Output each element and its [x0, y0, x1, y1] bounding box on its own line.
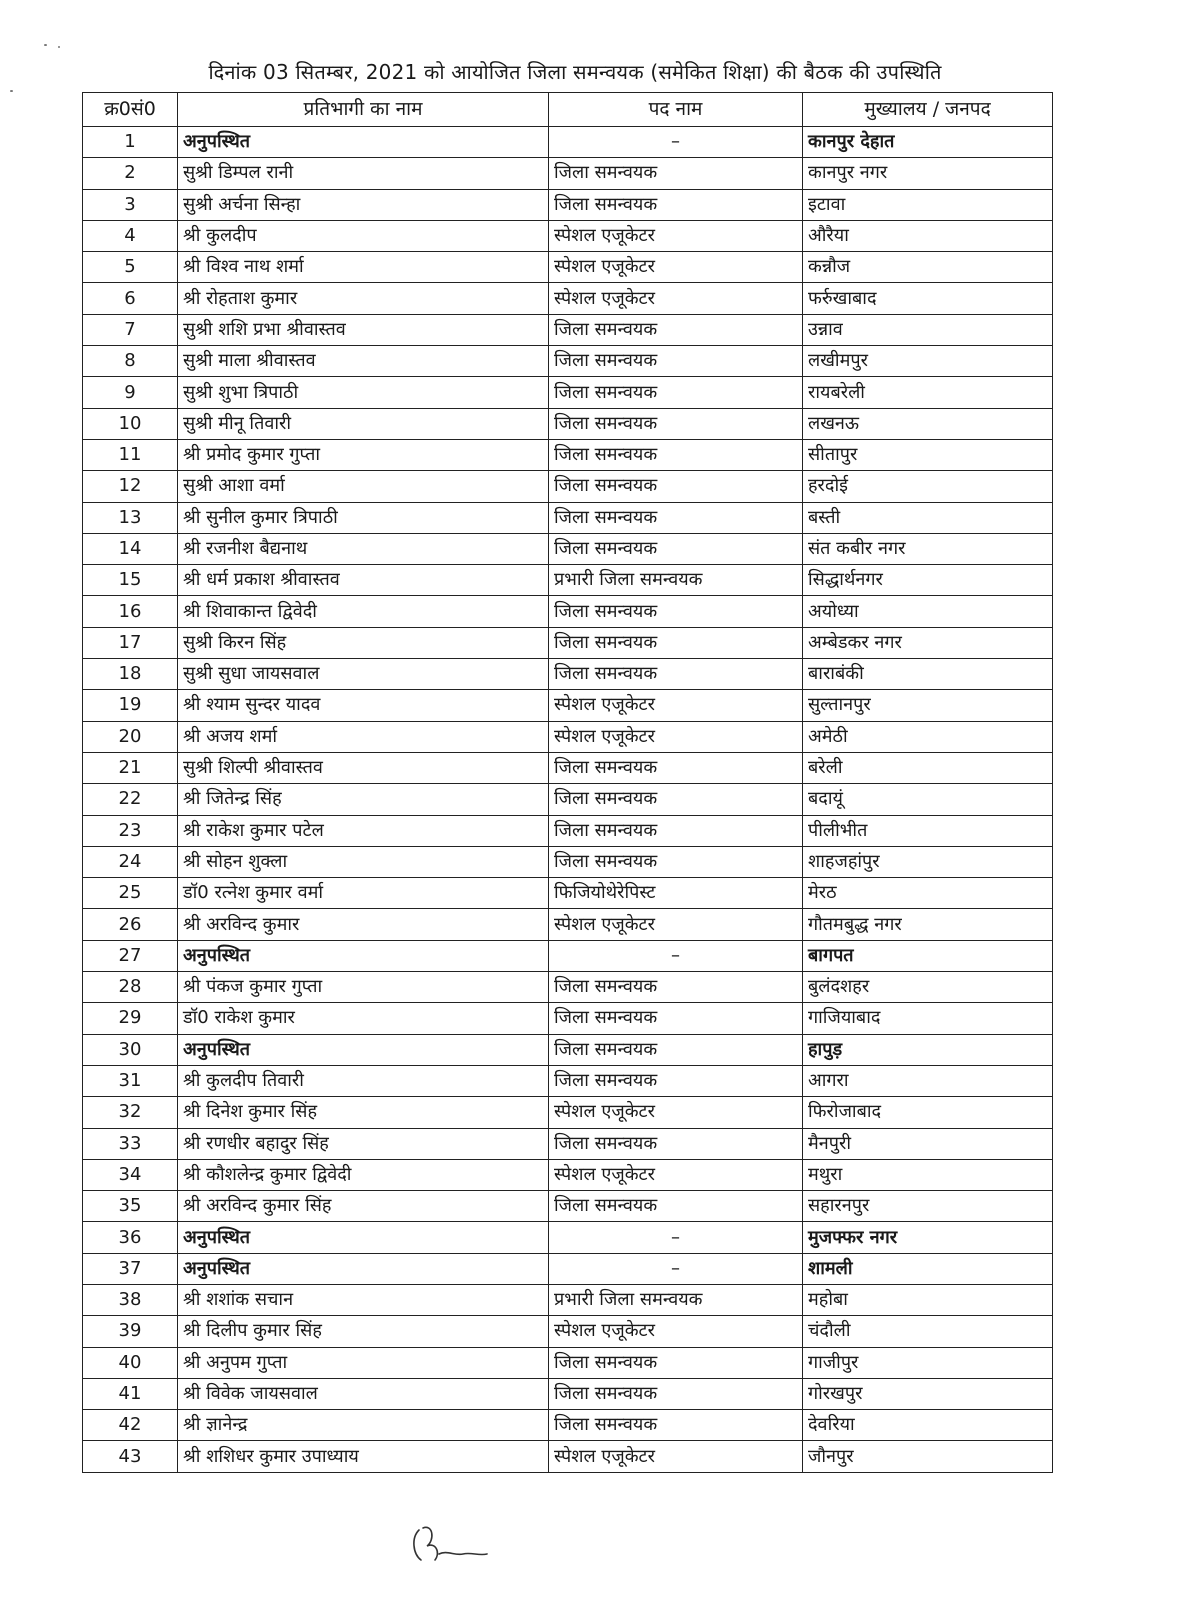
- cell-participant-name: सुश्री सुधा जायसवाल: [178, 659, 549, 690]
- table-row: [83, 784, 1053, 815]
- cell-district: इटावा: [803, 189, 1053, 220]
- cell-participant-name: डॉ0 रत्नेश कुमार वर्मा: [178, 878, 549, 909]
- cell-participant-name: श्री रणधीर बहादुर सिंह: [178, 1128, 549, 1159]
- cell-serial-number: 34: [83, 1159, 178, 1190]
- cell-district: बरेली: [803, 752, 1053, 783]
- cell-serial-number: 22: [83, 784, 178, 815]
- cell-district: बाराबंकी: [803, 659, 1053, 690]
- cell-serial-number: 9: [83, 377, 178, 408]
- cell-post-name: –: [549, 1222, 803, 1253]
- cell-serial-number: 26: [83, 909, 178, 940]
- cell-post-name: जिला समन्वयक: [549, 752, 803, 783]
- table-body: [83, 127, 1053, 1473]
- cell-post-name: जिला समन्वयक: [549, 1347, 803, 1378]
- cell-serial-number: 38: [83, 1284, 178, 1315]
- cell-serial-number: 11: [83, 439, 178, 470]
- table-row: [83, 596, 1053, 627]
- table-row: [83, 878, 1053, 909]
- cell-participant-name: सुश्री मीनू तिवारी: [178, 408, 549, 439]
- cell-district: फर्रुखाबाद: [803, 283, 1053, 314]
- cell-district: सीतापुर: [803, 439, 1053, 470]
- cell-serial-number: 23: [83, 815, 178, 846]
- cell-post-name: –: [549, 127, 803, 158]
- cell-post-name: जिला समन्वयक: [549, 346, 803, 377]
- table-row: [83, 1284, 1053, 1315]
- table-row: [83, 189, 1053, 220]
- header-district: मुख्यालय / जनपद: [803, 93, 1053, 127]
- table-row: [83, 533, 1053, 564]
- header-serial-number: क्र0सं0: [83, 93, 178, 127]
- cell-serial-number: 19: [83, 690, 178, 721]
- table-row: [83, 439, 1053, 470]
- cell-district: बदायूं: [803, 784, 1053, 815]
- cell-district: जौनपुर: [803, 1441, 1053, 1472]
- table-row: [83, 1253, 1053, 1284]
- cell-district: हरदोई: [803, 471, 1053, 502]
- cell-serial-number: 6: [83, 283, 178, 314]
- table-row: [83, 1003, 1053, 1034]
- cell-district: मेरठ: [803, 878, 1053, 909]
- table-row: [83, 752, 1053, 783]
- cell-post-name: स्पेशल एजूकेटर: [549, 721, 803, 752]
- table-row: [83, 377, 1053, 408]
- cell-district: कानपुर नगर: [803, 158, 1053, 189]
- table-row: [83, 1097, 1053, 1128]
- cell-district: देवरिया: [803, 1410, 1053, 1441]
- cell-district: हापुड़: [803, 1034, 1053, 1065]
- table-row: [83, 1441, 1053, 1472]
- table-row: [83, 940, 1053, 971]
- cell-serial-number: 36: [83, 1222, 178, 1253]
- cell-post-name: जिला समन्वयक: [549, 815, 803, 846]
- cell-district: गोरखपुर: [803, 1378, 1053, 1409]
- cell-post-name: जिला समन्वयक: [549, 377, 803, 408]
- cell-post-name: जिला समन्वयक: [549, 1410, 803, 1441]
- table-row: [83, 1410, 1053, 1441]
- table-row: [83, 1347, 1053, 1378]
- cell-post-name: जिला समन्वयक: [549, 471, 803, 502]
- cell-participant-name: श्री अनुपम गुप्ता: [178, 1347, 549, 1378]
- cell-participant-name: अनुपस्थित: [178, 1222, 549, 1253]
- cell-participant-name: सुश्री किरन सिंह: [178, 627, 549, 658]
- table-row: [83, 283, 1053, 314]
- cell-participant-name: अनुपस्थित: [178, 1253, 549, 1284]
- cell-district: फिरोजाबाद: [803, 1097, 1053, 1128]
- cell-district: बस्ती: [803, 502, 1053, 533]
- cell-participant-name: श्री राकेश कुमार पटेल: [178, 815, 549, 846]
- cell-serial-number: 25: [83, 878, 178, 909]
- cell-district: गाजीपुर: [803, 1347, 1053, 1378]
- cell-district: अयोध्या: [803, 596, 1053, 627]
- table-row: [83, 1191, 1053, 1222]
- cell-participant-name: सुश्री डिम्पल रानी: [178, 158, 549, 189]
- cell-serial-number: 20: [83, 721, 178, 752]
- cell-post-name: स्पेशल एजूकेटर: [549, 1316, 803, 1347]
- scan-speck: [58, 46, 60, 48]
- cell-district: मथुरा: [803, 1159, 1053, 1190]
- table-row: [83, 1378, 1053, 1409]
- cell-district: सिद्धार्थनगर: [803, 565, 1053, 596]
- cell-district: आगरा: [803, 1065, 1053, 1096]
- scan-speck: [44, 44, 47, 46]
- cell-district: शामली: [803, 1253, 1053, 1284]
- cell-post-name: –: [549, 1253, 803, 1284]
- cell-post-name: फिजियोथेरेपिस्ट: [549, 878, 803, 909]
- cell-serial-number: 30: [83, 1034, 178, 1065]
- cell-serial-number: 10: [83, 408, 178, 439]
- cell-participant-name: सुश्री शशि प्रभा श्रीवास्तव: [178, 314, 549, 345]
- table-row: [83, 127, 1053, 158]
- cell-serial-number: 4: [83, 220, 178, 251]
- cell-district: बुलंदशहर: [803, 972, 1053, 1003]
- cell-participant-name: श्री विश्व नाथ शर्मा: [178, 252, 549, 283]
- cell-post-name: जिला समन्वयक: [549, 972, 803, 1003]
- cell-participant-name: श्री दिलीप कुमार सिंह: [178, 1316, 549, 1347]
- table-row: [83, 815, 1053, 846]
- cell-district: कन्नौज: [803, 252, 1053, 283]
- cell-district: लखीमपुर: [803, 346, 1053, 377]
- cell-post-name: जिला समन्वयक: [549, 659, 803, 690]
- cell-serial-number: 33: [83, 1128, 178, 1159]
- cell-district: गौतमबुद्ध नगर: [803, 909, 1053, 940]
- cell-serial-number: 8: [83, 346, 178, 377]
- cell-participant-name: अनुपस्थित: [178, 127, 549, 158]
- cell-post-name: जिला समन्वयक: [549, 784, 803, 815]
- cell-participant-name: श्री कुलदीप: [178, 220, 549, 251]
- cell-post-name: स्पेशल एजूकेटर: [549, 690, 803, 721]
- cell-post-name: स्पेशल एजूकेटर: [549, 220, 803, 251]
- cell-serial-number: 16: [83, 596, 178, 627]
- cell-serial-number: 2: [83, 158, 178, 189]
- cell-district: बागपत: [803, 940, 1053, 971]
- cell-post-name: –: [549, 940, 803, 971]
- cell-serial-number: 29: [83, 1003, 178, 1034]
- table-row: [83, 721, 1053, 752]
- cell-participant-name: श्री प्रमोद कुमार गुप्ता: [178, 439, 549, 470]
- cell-serial-number: 21: [83, 752, 178, 783]
- cell-participant-name: सुश्री माला श्रीवास्तव: [178, 346, 549, 377]
- cell-post-name: जिला समन्वयक: [549, 1003, 803, 1034]
- cell-district: औरैया: [803, 220, 1053, 251]
- table-row: [83, 659, 1053, 690]
- cell-participant-name: श्री रोहताश कुमार: [178, 283, 549, 314]
- cell-serial-number: 39: [83, 1316, 178, 1347]
- cell-district: पीलीभीत: [803, 815, 1053, 846]
- cell-participant-name: सुश्री अर्चना सिन्हा: [178, 189, 549, 220]
- signature: [405, 1520, 495, 1570]
- cell-post-name: जिला समन्वयक: [549, 1065, 803, 1096]
- cell-post-name: जिला समन्वयक: [549, 1378, 803, 1409]
- cell-district: रायबरेली: [803, 377, 1053, 408]
- cell-post-name: जिला समन्वयक: [549, 502, 803, 533]
- cell-post-name: प्रभारी जिला समन्वयक: [549, 565, 803, 596]
- table-row: [83, 1222, 1053, 1253]
- cell-serial-number: 12: [83, 471, 178, 502]
- table-row: [83, 408, 1053, 439]
- cell-district: सुल्तानपुर: [803, 690, 1053, 721]
- cell-serial-number: 14: [83, 533, 178, 564]
- table-row: [83, 627, 1053, 658]
- cell-participant-name: श्री अरविन्द कुमार सिंह: [178, 1191, 549, 1222]
- cell-participant-name: श्री कुलदीप तिवारी: [178, 1065, 549, 1096]
- cell-district: मैनपुरी: [803, 1128, 1053, 1159]
- cell-post-name: स्पेशल एजूकेटर: [549, 252, 803, 283]
- table-row: [83, 1316, 1053, 1347]
- cell-serial-number: 37: [83, 1253, 178, 1284]
- cell-post-name: जिला समन्वयक: [549, 846, 803, 877]
- cell-participant-name: श्री सुनील कुमार त्रिपाठी: [178, 502, 549, 533]
- cell-participant-name: श्री शिवाकान्त द्विवेदी: [178, 596, 549, 627]
- cell-participant-name: श्री शशिधर कुमार उपाध्याय: [178, 1441, 549, 1472]
- cell-serial-number: 3: [83, 189, 178, 220]
- table-row: [83, 909, 1053, 940]
- cell-participant-name: श्री ज्ञानेन्द्र: [178, 1410, 549, 1441]
- cell-participant-name: श्री अजय शर्मा: [178, 721, 549, 752]
- cell-district: महोबा: [803, 1284, 1053, 1315]
- cell-serial-number: 35: [83, 1191, 178, 1222]
- table-row: [83, 252, 1053, 283]
- cell-participant-name: सुश्री आशा वर्मा: [178, 471, 549, 502]
- cell-participant-name: श्री कौशलेन्द्र कुमार द्विवेदी: [178, 1159, 549, 1190]
- cell-post-name: जिला समन्वयक: [549, 439, 803, 470]
- cell-district: गाजियाबाद: [803, 1003, 1053, 1034]
- cell-serial-number: 5: [83, 252, 178, 283]
- cell-serial-number: 24: [83, 846, 178, 877]
- cell-district: अम्बेडकर नगर: [803, 627, 1053, 658]
- cell-participant-name: श्री अरविन्द कुमार: [178, 909, 549, 940]
- cell-serial-number: 28: [83, 972, 178, 1003]
- cell-serial-number: 1: [83, 127, 178, 158]
- table-row: [83, 158, 1053, 189]
- table-row: [83, 972, 1053, 1003]
- cell-post-name: स्पेशल एजूकेटर: [549, 909, 803, 940]
- cell-serial-number: 43: [83, 1441, 178, 1472]
- cell-serial-number: 13: [83, 502, 178, 533]
- cell-serial-number: 15: [83, 565, 178, 596]
- table-row: [83, 565, 1053, 596]
- attendance-table: [82, 92, 1053, 1473]
- cell-participant-name: श्री दिनेश कुमार सिंह: [178, 1097, 549, 1128]
- cell-serial-number: 41: [83, 1378, 178, 1409]
- cell-post-name: स्पेशल एजूकेटर: [549, 283, 803, 314]
- cell-participant-name: श्री रजनीश बैद्यनाथ: [178, 533, 549, 564]
- cell-post-name: स्पेशल एजूकेटर: [549, 1441, 803, 1472]
- cell-district: कानपुर देहात: [803, 127, 1053, 158]
- cell-participant-name: श्री धर्म प्रकाश श्रीवास्तव: [178, 565, 549, 596]
- cell-participant-name: श्री शशांक सचान: [178, 1284, 549, 1315]
- cell-serial-number: 32: [83, 1097, 178, 1128]
- cell-post-name: जिला समन्वयक: [549, 189, 803, 220]
- table-row: [83, 1034, 1053, 1065]
- table-row: [83, 471, 1053, 502]
- cell-participant-name: अनुपस्थित: [178, 940, 549, 971]
- cell-participant-name: श्री सोहन शुक्ला: [178, 846, 549, 877]
- cell-participant-name: श्री पंकज कुमार गुप्ता: [178, 972, 549, 1003]
- cell-post-name: जिला समन्वयक: [549, 627, 803, 658]
- cell-post-name: जिला समन्वयक: [549, 408, 803, 439]
- cell-post-name: जिला समन्वयक: [549, 1128, 803, 1159]
- table-row: [83, 1128, 1053, 1159]
- header-participant-name: प्रतिभागी का नाम: [178, 93, 549, 127]
- cell-serial-number: 27: [83, 940, 178, 971]
- scan-speck: [10, 90, 13, 92]
- cell-serial-number: 31: [83, 1065, 178, 1096]
- cell-district: चंदौली: [803, 1316, 1053, 1347]
- cell-district: सहारनपुर: [803, 1191, 1053, 1222]
- cell-participant-name: सुश्री शुभा त्रिपाठी: [178, 377, 549, 408]
- table-row: [83, 220, 1053, 251]
- document-title: दिनांक 03 सितम्बर, 2021 को आयोजित जिला समन्वयक (समेकित शिक्षा) की बैठक की उपस्थिति: [208, 60, 942, 84]
- cell-district: अमेठी: [803, 721, 1053, 752]
- cell-district: संत कबीर नगर: [803, 533, 1053, 564]
- cell-district: उन्नाव: [803, 314, 1053, 345]
- table-row: [83, 690, 1053, 721]
- cell-district: लखनऊ: [803, 408, 1053, 439]
- cell-serial-number: 40: [83, 1347, 178, 1378]
- cell-post-name: प्रभारी जिला समन्वयक: [549, 1284, 803, 1315]
- cell-serial-number: 7: [83, 314, 178, 345]
- cell-post-name: स्पेशल एजूकेटर: [549, 1097, 803, 1128]
- table-row: [83, 346, 1053, 377]
- header-post-name: पद नाम: [549, 93, 803, 127]
- cell-post-name: जिला समन्वयक: [549, 1034, 803, 1065]
- cell-participant-name: श्री विवेक जायसवाल: [178, 1378, 549, 1409]
- cell-post-name: जिला समन्वयक: [549, 596, 803, 627]
- cell-post-name: जिला समन्वयक: [549, 1191, 803, 1222]
- cell-serial-number: 17: [83, 627, 178, 658]
- cell-serial-number: 18: [83, 659, 178, 690]
- cell-participant-name: श्री जितेन्द्र सिंह: [178, 784, 549, 815]
- table-header-row: [83, 93, 1053, 127]
- table-row: [83, 1065, 1053, 1096]
- table-row: [83, 502, 1053, 533]
- cell-district: शाहजहांपुर: [803, 846, 1053, 877]
- cell-district: मुजफ्फर नगर: [803, 1222, 1053, 1253]
- cell-post-name: जिला समन्वयक: [549, 533, 803, 564]
- table-row: [83, 846, 1053, 877]
- cell-post-name: जिला समन्वयक: [549, 314, 803, 345]
- cell-participant-name: अनुपस्थित: [178, 1034, 549, 1065]
- cell-participant-name: डॉ0 राकेश कुमार: [178, 1003, 549, 1034]
- cell-post-name: स्पेशल एजूकेटर: [549, 1159, 803, 1190]
- cell-participant-name: सुश्री शिल्पी श्रीवास्तव: [178, 752, 549, 783]
- table-row: [83, 1159, 1053, 1190]
- cell-participant-name: श्री श्याम सुन्दर यादव: [178, 690, 549, 721]
- table-row: [83, 314, 1053, 345]
- cell-serial-number: 42: [83, 1410, 178, 1441]
- cell-post-name: जिला समन्वयक: [549, 158, 803, 189]
